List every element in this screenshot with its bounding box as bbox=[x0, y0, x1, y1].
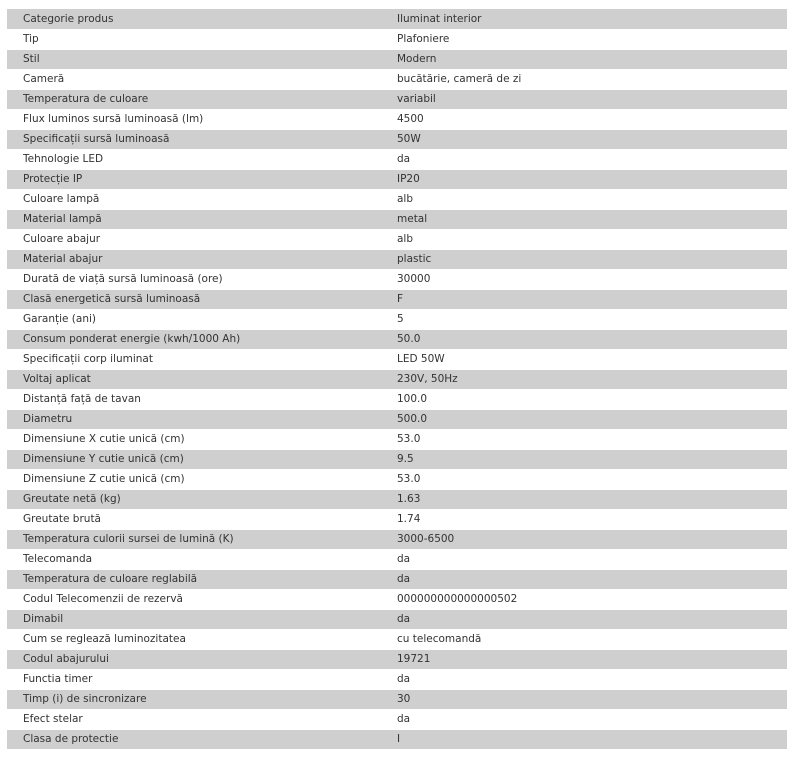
spec-label: Durată de viață sursă luminoasă (ore) bbox=[7, 269, 389, 289]
spec-value: 5 bbox=[389, 309, 787, 329]
spec-row bbox=[7, 569, 787, 589]
spec-value: metal bbox=[389, 209, 787, 229]
spec-row bbox=[7, 229, 787, 249]
spec-label: Material abajur bbox=[7, 249, 389, 269]
spec-value: bucătărie, cameră de zi bbox=[389, 69, 787, 89]
spec-value: 9.5 bbox=[389, 449, 787, 469]
spec-label: Flux luminos sursă luminoasă (lm) bbox=[7, 109, 389, 129]
spec-label: Diametru bbox=[7, 409, 389, 429]
spec-row bbox=[7, 169, 787, 189]
spec-value: 19721 bbox=[389, 649, 787, 669]
spec-label: Tip bbox=[7, 29, 389, 49]
spec-row bbox=[7, 109, 787, 129]
spec-label: Temperatura culorii sursei de lumină (K) bbox=[7, 529, 389, 549]
spec-value: LED 50W bbox=[389, 349, 787, 369]
spec-row bbox=[7, 629, 787, 649]
spec-label: Cum se reglează luminozitatea bbox=[7, 629, 389, 649]
spec-label: Dimensiune Y cutie unică (cm) bbox=[7, 449, 389, 469]
spec-row bbox=[7, 89, 787, 109]
spec-label: Stil bbox=[7, 49, 389, 69]
spec-label: Clasă energetică sursă luminoasă bbox=[7, 289, 389, 309]
spec-row bbox=[7, 609, 787, 629]
spec-value: da bbox=[389, 149, 787, 169]
spec-row bbox=[7, 449, 787, 469]
spec-label: Temperatura de culoare reglabilă bbox=[7, 569, 389, 589]
spec-row bbox=[7, 489, 787, 509]
spec-row bbox=[7, 669, 787, 689]
spec-label: Greutate netă (kg) bbox=[7, 489, 389, 509]
spec-value: IP20 bbox=[389, 169, 787, 189]
spec-value: variabil bbox=[389, 89, 787, 109]
spec-label: Specificații corp iluminat bbox=[7, 349, 389, 369]
product-specs-table bbox=[7, 9, 787, 750]
spec-label: Functia timer bbox=[7, 669, 389, 689]
spec-label: Specificații sursă luminoasă bbox=[7, 129, 389, 149]
spec-row bbox=[7, 549, 787, 569]
spec-value: 30000 bbox=[389, 269, 787, 289]
spec-value: 50.0 bbox=[389, 329, 787, 349]
spec-value: da bbox=[389, 609, 787, 629]
spec-label: Codul Telecomenzii de rezervă bbox=[7, 589, 389, 609]
spec-label: Dimabil bbox=[7, 609, 389, 629]
spec-row bbox=[7, 429, 787, 449]
spec-label: Temperatura de culoare bbox=[7, 89, 389, 109]
spec-row bbox=[7, 29, 787, 49]
spec-label: Telecomanda bbox=[7, 549, 389, 569]
spec-label: Garanție (ani) bbox=[7, 309, 389, 329]
spec-row bbox=[7, 349, 787, 369]
spec-row bbox=[7, 689, 787, 709]
spec-row bbox=[7, 709, 787, 729]
spec-label: Consum ponderat energie (kwh/1000 Ah) bbox=[7, 329, 389, 349]
spec-value: da bbox=[389, 709, 787, 729]
spec-label: Distanță față de tavan bbox=[7, 389, 389, 409]
spec-value: F bbox=[389, 289, 787, 309]
spec-value: alb bbox=[389, 229, 787, 249]
spec-row bbox=[7, 409, 787, 429]
spec-value: Modern bbox=[389, 49, 787, 69]
spec-value: da bbox=[389, 669, 787, 689]
spec-row bbox=[7, 149, 787, 169]
spec-label: Culoare lampă bbox=[7, 189, 389, 209]
spec-value: 3000-6500 bbox=[389, 529, 787, 549]
specs-table-body bbox=[7, 9, 787, 749]
spec-value: da bbox=[389, 549, 787, 569]
spec-value: Plafoniere bbox=[389, 29, 787, 49]
spec-value: 500.0 bbox=[389, 409, 787, 429]
spec-value: 53.0 bbox=[389, 469, 787, 489]
spec-label: Tehnologie LED bbox=[7, 149, 389, 169]
spec-value: 1.63 bbox=[389, 489, 787, 509]
spec-row bbox=[7, 369, 787, 389]
spec-label: Culoare abajur bbox=[7, 229, 389, 249]
spec-value: plastic bbox=[389, 249, 787, 269]
spec-label: Cameră bbox=[7, 69, 389, 89]
spec-row bbox=[7, 469, 787, 489]
spec-value: 230V, 50Hz bbox=[389, 369, 787, 389]
spec-value: I bbox=[389, 729, 787, 749]
spec-label: Dimensiune X cutie unică (cm) bbox=[7, 429, 389, 449]
spec-row bbox=[7, 729, 787, 749]
spec-row bbox=[7, 509, 787, 529]
spec-value: 100.0 bbox=[389, 389, 787, 409]
spec-row bbox=[7, 49, 787, 69]
spec-value: da bbox=[389, 569, 787, 589]
spec-label: Dimensiune Z cutie unică (cm) bbox=[7, 469, 389, 489]
spec-row bbox=[7, 589, 787, 609]
spec-row bbox=[7, 329, 787, 349]
spec-value: 4500 bbox=[389, 109, 787, 129]
spec-row bbox=[7, 289, 787, 309]
spec-label: Protecție IP bbox=[7, 169, 389, 189]
spec-value: 1.74 bbox=[389, 509, 787, 529]
spec-label: Codul abajurului bbox=[7, 649, 389, 669]
spec-row bbox=[7, 389, 787, 409]
spec-row bbox=[7, 9, 787, 29]
spec-label: Timp (i) de sincronizare bbox=[7, 689, 389, 709]
spec-label: Greutate brută bbox=[7, 509, 389, 529]
spec-row bbox=[7, 209, 787, 229]
spec-value: Iluminat interior bbox=[389, 9, 787, 29]
spec-label: Efect stelar bbox=[7, 709, 389, 729]
spec-row bbox=[7, 529, 787, 549]
spec-label: Material lampă bbox=[7, 209, 389, 229]
spec-label: Categorie produs bbox=[7, 9, 389, 29]
spec-value: 000000000000000502 bbox=[389, 589, 787, 609]
spec-value: cu telecomandă bbox=[389, 629, 787, 649]
spec-row bbox=[7, 69, 787, 89]
spec-value: 53.0 bbox=[389, 429, 787, 449]
spec-row bbox=[7, 649, 787, 669]
spec-row bbox=[7, 309, 787, 329]
spec-label: Clasa de protectie bbox=[7, 729, 389, 749]
spec-row bbox=[7, 189, 787, 209]
spec-value: 30 bbox=[389, 689, 787, 709]
spec-row bbox=[7, 249, 787, 269]
spec-value: 50W bbox=[389, 129, 787, 149]
spec-label: Voltaj aplicat bbox=[7, 369, 389, 389]
spec-value: alb bbox=[389, 189, 787, 209]
spec-row bbox=[7, 129, 787, 149]
spec-row bbox=[7, 269, 787, 289]
